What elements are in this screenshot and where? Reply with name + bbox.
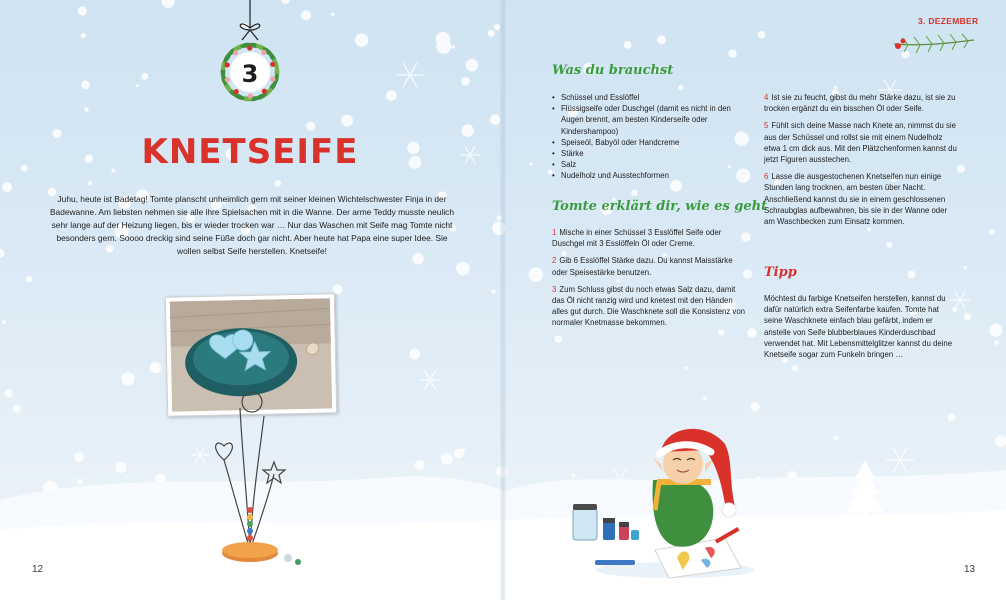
pine-twig-icon: [888, 24, 978, 60]
elf-illustration: [565, 420, 755, 580]
tip-paragraph: Möchtest du farbige Knetseifen herstellen, kannst du dafür natürlich extra Seifenfarbe kaufen. Tomte hat seine Waschknete einfach blau gefärbt, indem er anstelle von Seife blubberblaues Kinderduschbad verwendet hat. Mit Lebensmittelglitzer kannst du deine Knetseife sogar zum Funkeln bringen …: [764, 294, 953, 360]
photo-stand-icon: [190, 390, 330, 570]
book-gutter: [500, 0, 506, 600]
list-item: • Flüssigseife oder Duschgel (damit es nicht in den Augen brennt, am besten Kinderseife oder Kindershampoo): [552, 103, 752, 137]
list-item: • Nudelholz und Ausstechformen: [552, 170, 752, 181]
needs-heading: Was du brauchst: [552, 63, 674, 78]
steps-column-1: [552, 227, 747, 335]
intro-paragraph: Juhu, heute ist Badetag! Tomte planscht unheimlich gern mit seiner kleinen Wichtelschwester Finja in der Badewanne. Am liebsten nehmen sie alle ihre Spielsachen mit in die Wanne. Der arme Teddy musste neulich sehr lange auf der Heizung liegen, bis er wieder trocken war … Nur das Waschen mit Seife mag Tomte nicht besonders gern. Soooo dreckig sind seine Füße doch gar nicht. Aber heute hat Papa eine super Idee. Sie wollen selbst Seife herstellen. Knetseife!: [49, 194, 455, 256]
list-item: • Speiseöl, Babyöl oder Handcreme: [552, 137, 752, 148]
step-1: 1 Mische in einer Schüssel 3 Esslöffel Seife oder Duschgel mit 3 Esslöffeln Öl oder Creme.: [552, 228, 722, 249]
list-item: • Schüssel und Esslöffel: [552, 92, 752, 103]
method-heading: Tomte erklärt dir, wie es geht: [552, 199, 768, 214]
step-2: 2 Gib 6 Esslöffel Stärke dazu. Du kannst Maisstärke oder Speisestärke benutzen.: [552, 256, 733, 277]
christmas-tree-icon: [845, 458, 885, 528]
steps-column-2: [764, 92, 959, 233]
page-number-right: 13: [964, 564, 976, 575]
step-6: 6 Lasse die ausgestochenen Knetseifen nun einige Stunden lang trocknen, am besten über Nacht. Anschließend kannst du sie in einem geschlossenen Schraubglas aufbewahren, bis sie in der Wanne oder am Waschbecken zum Einsatz kommen.: [764, 172, 948, 227]
day-number: 3: [241, 60, 259, 88]
wreath-icon: [200, 0, 300, 112]
date-label: 3. DEZEMBER: [918, 16, 979, 26]
needs-list: [552, 92, 752, 182]
step-4: 4 Ist sie zu feucht, gibst du mehr Stärke dazu, ist sie zu trocken ergänzt du ein bisschen Öl oder Seife.: [764, 93, 956, 114]
heart-icon: [216, 443, 233, 460]
step-5: 5 Fühlt sich deine Masse nach Knete an, nimmst du sie aus der Schüssel und rollst sie mit einem Nudelholz etwa 1 cm dick aus. Mit den Plätzchenformen kannst du jetzt Figuren ausstechen.: [764, 121, 957, 165]
star-icon: [263, 462, 285, 483]
step-3: 3 Zum Schluss gibst du noch etwas Salz dazu, damit das Öl nicht ranzig wird und knetest mit den Händen alles gut durch. Die Waschknete soll die Konsistenz von normaler Knetmasse bekommen.: [552, 284, 745, 328]
list-item: • Stärke: [552, 148, 752, 159]
list-item: • Salz: [552, 159, 752, 170]
page-number-left: 12: [32, 564, 44, 575]
tip-heading: Tipp: [764, 265, 797, 280]
page-title: KNETSEIFE: [141, 132, 359, 172]
